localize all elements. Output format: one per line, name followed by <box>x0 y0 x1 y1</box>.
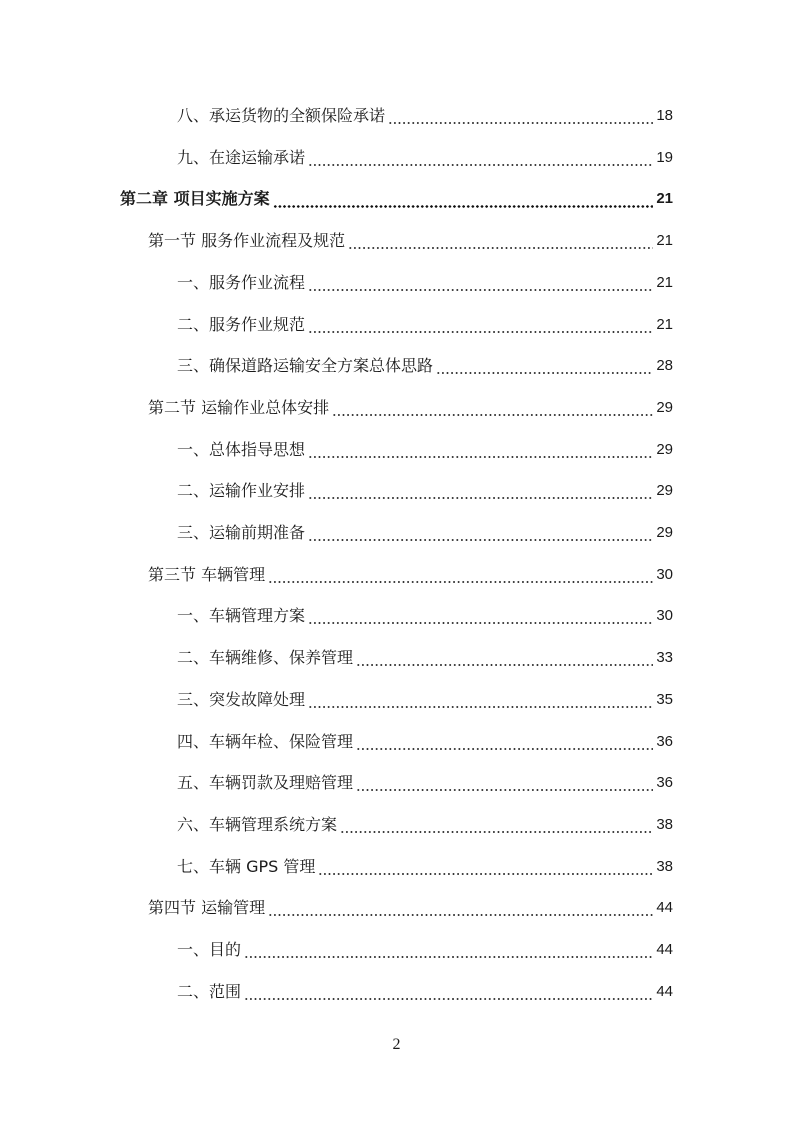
toc-entry-title: 九、在途运输承诺 <box>177 147 306 167</box>
toc-entry[interactable] <box>177 930 673 970</box>
toc-entry-title: 第一节 服务作业流程及规范 <box>148 231 346 251</box>
toc-entry-title: 二、运输作业安排 <box>177 481 306 501</box>
toc-entry-page: 18 <box>656 107 673 124</box>
toc-entry[interactable] <box>177 847 673 887</box>
toc-entry[interactable] <box>177 263 673 303</box>
toc-entry-page: 19 <box>656 148 673 166</box>
toc-entry-title: 三、运输前期准备 <box>177 523 306 542</box>
toc-entry-page: 44 <box>656 941 673 958</box>
toc-entry[interactable] <box>177 346 673 386</box>
toc-dot-leader <box>340 831 653 833</box>
toc-entry-page: 21 <box>656 273 673 291</box>
toc-entry-title: 一、总体指导思想 <box>177 439 306 459</box>
toc-entry-page: 33 <box>656 649 673 667</box>
toc-entry[interactable] <box>177 972 673 1012</box>
toc-entry-page: 21 <box>656 315 673 333</box>
toc-dot-leader <box>244 998 653 1000</box>
toc-dot-leader <box>308 456 653 458</box>
toc-entry-title: 一、车辆管理方案 <box>177 606 306 626</box>
toc-entry-page: 36 <box>656 774 673 792</box>
toc-dot-leader <box>356 789 653 791</box>
toc-entry-page: 44 <box>656 982 673 1000</box>
toc-entry-page: 38 <box>656 815 673 833</box>
toc-entry-title: 四、车辆年检、保险管理 <box>177 731 354 751</box>
toc-entry-page: 38 <box>656 857 673 875</box>
toc-entry[interactable] <box>148 388 673 428</box>
toc-entry[interactable] <box>148 221 673 261</box>
toc-entry[interactable] <box>177 305 673 345</box>
toc-entry[interactable] <box>177 513 673 553</box>
toc-dot-leader <box>308 497 653 499</box>
toc-entry[interactable] <box>177 805 673 845</box>
toc-entry-page: 29 <box>656 482 673 500</box>
table-of-contents <box>0 96 793 1016</box>
toc-dot-leader <box>356 748 653 750</box>
toc-entry-page: 44 <box>656 899 673 917</box>
toc-entry-title: 二、服务作业规范 <box>177 314 306 334</box>
toc-dot-leader <box>318 873 653 875</box>
toc-entry[interactable] <box>120 179 673 219</box>
toc-dot-leader <box>268 581 653 583</box>
toc-entry-page: 36 <box>656 732 673 750</box>
toc-entry[interactable] <box>177 471 673 511</box>
toc-entry-page: 30 <box>656 565 673 583</box>
toc-entry-title: 第三节 车辆管理 <box>148 564 266 584</box>
toc-entry-title: 七、车辆 GPS 管理 <box>177 856 316 876</box>
toc-entry-page: 35 <box>656 690 673 708</box>
toc-entry-title: 三、突发故障处理 <box>177 689 306 709</box>
toc-dot-leader <box>308 164 653 166</box>
toc-dot-leader <box>332 414 653 416</box>
toc-entry-page: 28 <box>656 357 673 375</box>
page-number: 2 <box>392 1036 401 1053</box>
toc-dot-leader <box>436 372 653 374</box>
toc-dot-leader <box>244 956 653 958</box>
toc-entry-page: 21 <box>656 232 673 250</box>
toc-entry[interactable] <box>177 638 673 678</box>
toc-entry-title: 第二节 运输作业总体安排 <box>148 397 330 417</box>
toc-entry[interactable] <box>177 430 673 470</box>
toc-entry[interactable] <box>177 680 673 720</box>
toc-entry[interactable] <box>177 763 673 803</box>
toc-entry[interactable] <box>177 596 673 636</box>
toc-dot-leader <box>273 205 654 208</box>
toc-entry-page: 29 <box>656 398 673 416</box>
toc-dot-leader <box>308 622 653 624</box>
toc-entry-title: 第二章 项目实施方案 <box>120 189 270 209</box>
toc-entry-title: 二、范围 <box>177 981 242 1001</box>
toc-entry-page: 21 <box>656 190 673 208</box>
toc-entry-title: 八、承运货物的全额保险承诺 <box>177 106 386 125</box>
toc-entry-title: 二、车辆维修、保养管理 <box>177 648 354 668</box>
toc-dot-leader <box>356 664 653 666</box>
toc-entry[interactable] <box>148 888 673 928</box>
toc-dot-leader <box>268 914 653 916</box>
toc-entry-page: 30 <box>656 607 673 625</box>
toc-entry-title: 一、目的 <box>177 940 242 959</box>
toc-entry-title: 三、确保道路运输安全方案总体思路 <box>177 356 434 376</box>
toc-entry[interactable] <box>177 722 673 762</box>
toc-entry-page: 29 <box>656 524 673 541</box>
toc-entry-page: 29 <box>656 440 673 458</box>
toc-dot-leader <box>308 706 653 708</box>
toc-entry-title: 六、车辆管理系统方案 <box>177 814 338 834</box>
toc-dot-leader <box>308 539 653 541</box>
toc-entry[interactable] <box>148 555 673 595</box>
toc-dot-leader <box>308 331 653 333</box>
toc-entry-title: 第四节 运输管理 <box>148 898 266 918</box>
toc-entry-title: 五、车辆罚款及理赔管理 <box>177 773 354 793</box>
toc-dot-leader <box>388 122 653 124</box>
toc-entry[interactable] <box>177 96 673 136</box>
toc-dot-leader <box>308 289 653 291</box>
toc-entry-title: 一、服务作业流程 <box>177 272 306 292</box>
toc-entry[interactable] <box>177 138 673 178</box>
toc-dot-leader <box>348 247 653 249</box>
